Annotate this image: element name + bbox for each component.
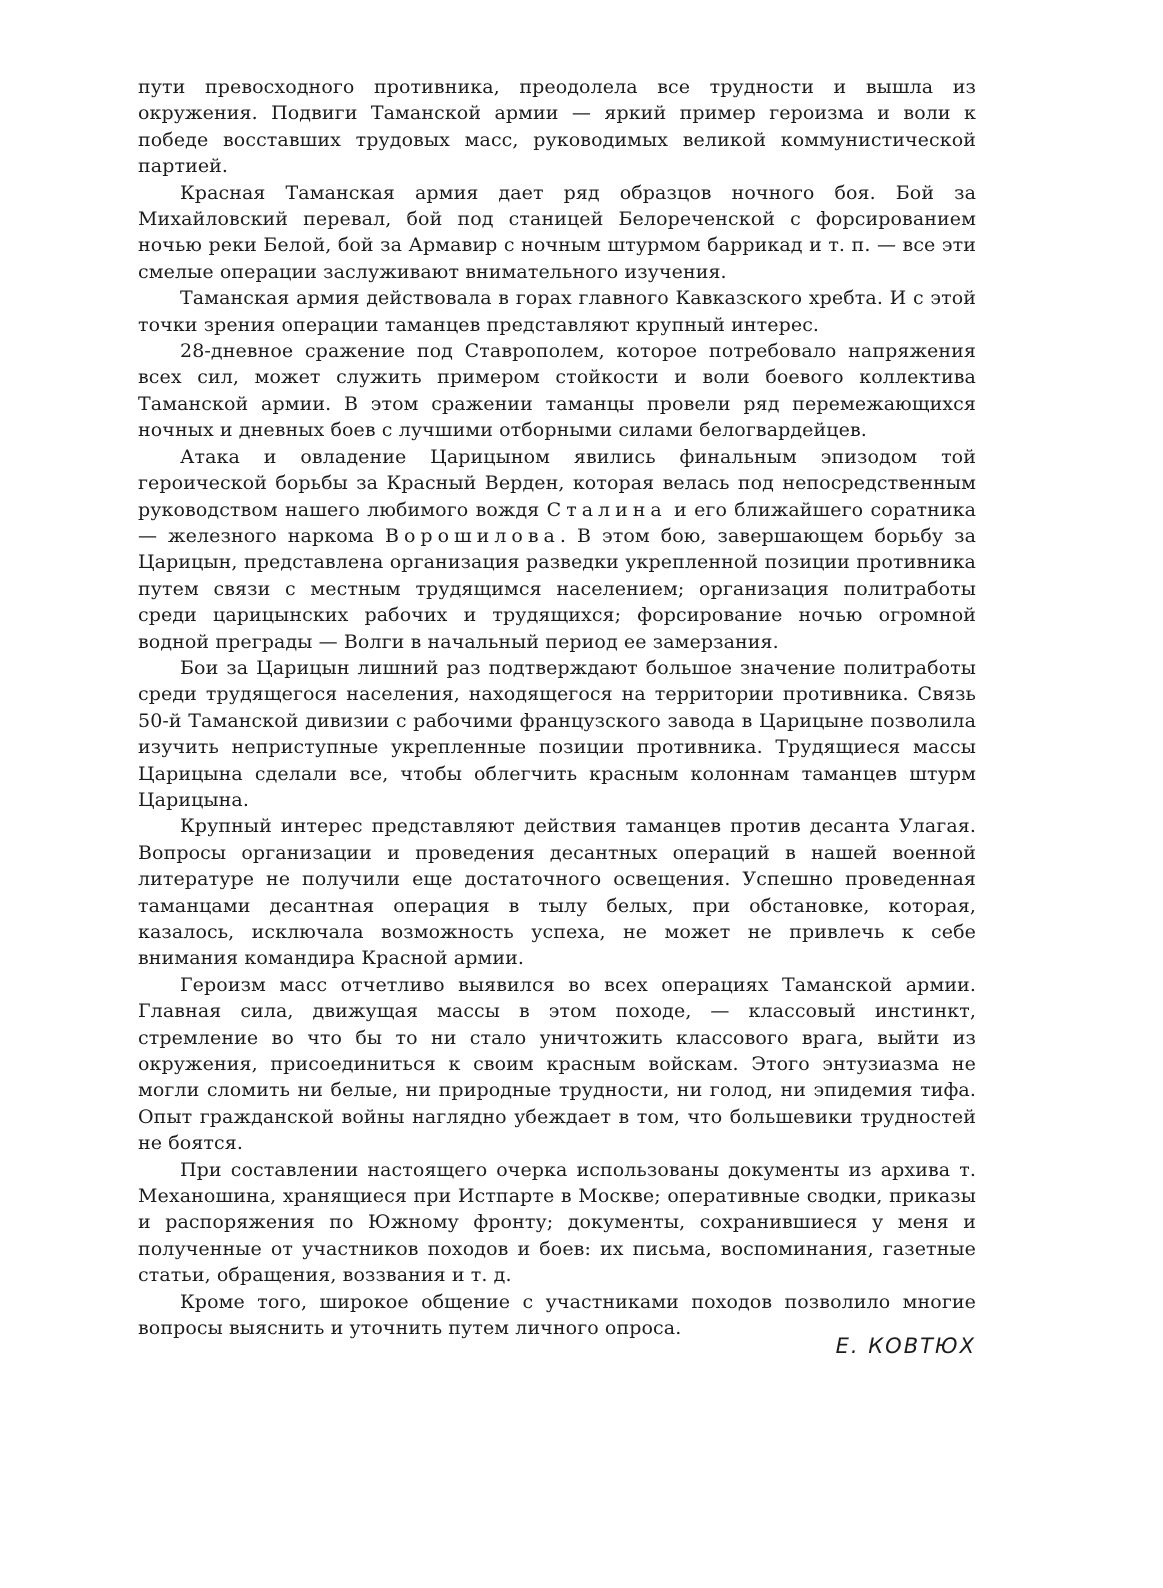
paragraph-3: Таманская армия действовала в горах главного Кавказского хребта. И с этой точки зрения операции таманцев представляют крупный интерес.	[138, 287, 976, 336]
paragraph-5-text-before: Атака и овладение Царицыном явились финальным эпизодом той героической борьбы за Красный Верден, которая велась под непосредственным руководством нашего любимого вождя	[138, 445, 976, 521]
name-voroshilov: Ворошилова	[385, 524, 560, 547]
paragraph-9: При составлении настоящего очерка использованы документы из архива т. Механошина, хранящиеся при Истпарте в Москве; оперативные сводки, приказы и распоряжения по Южному фронту; документы, сохранившиеся у меня и полученные от участников походов и боев: их письма, воспоминания, газетные статьи, обращения, воззвания и т. д.	[138, 1158, 976, 1287]
paragraph-7: Крупный интерес представляют действия таманцев против десанта Улагая. Вопросы организации и проведения десантных операций в нашей военной литературе не получили еще достаточного освещения. Успешно проведенная таманцами десантная операция в тылу белых, при обстановке, которая, казалось, исключала возможность успеха, не может не привлечь к себе внимания командира Красной армии.	[138, 815, 976, 970]
author-signature: Е. КОВТЮХ	[835, 1334, 976, 1358]
paragraph-1: пути превосходного противника, преодолела все трудности и вышла из окружения. Подвиги Таманской армии — яркий пример героизма и воли к победе восставших трудовых масс, руководимых великой коммунистической партией.	[138, 76, 976, 178]
paragraph-5-text-middle: и его ближайшего соратника — железного наркома	[138, 498, 976, 547]
body-text	[138, 74, 976, 1342]
name-stalin: Сталина	[546, 498, 667, 521]
paragraph-6: Бои за Царицын лишний раз подтверждают большое значение политработы среди трудящегося населения, находящегося на территории противника. Связь 50-й Таманской дивизии с рабочими французского завода в Царицыне позволила изучить неприступные укрепленные позиции противника. Трудящиеся массы Царицына сделали все, чтобы облегчить красным колоннам таманцев штурм Царицына.	[138, 656, 976, 811]
paragraph-8: Героизм масс отчетливо выявился во всех операциях Таманской армии. Главная сила, движущая массы в этом походе, — классовый инстинкт, стремление во что бы то ни стало уничтожить классового врага, выйти из окружения, присоединиться к своим красным войскам. Этого энтузиазма не могли сломить ни белые, ни природные трудности, ни голод, ни эпидемия тифа. Опыт гражданской войны наглядно убеждает в том, что большевики трудностей не боятся.	[138, 973, 976, 1155]
paragraph-2: Красная Таманская армия дает ряд образцов ночного боя. Бой за Михайловский перевал, бой под станицей Белореченской с форсированием ночью реки Белой, бой за Армавир с ночным штурмом баррикад и т. п. — все эти смелые операции заслуживают внимательного изучения.	[138, 181, 976, 283]
paragraph-5	[138, 444, 976, 655]
paragraph-5-text-after: . В этом бою, завершающем борьбу за Царицын, представлена организация разведки укрепленной позиции противника путем связи с местным трудящимся населением; организация политработы среди царицынских рабочих и трудящихся; форсирование ночью огромной водной преграды — Волги в начальный период ее замерзания.	[138, 524, 976, 653]
paragraph-4: 28-дневное сражение под Ставрополем, которое потребовало напряжения всех сил, может служить примером стойкости и воли боевого коллектива Таманской армии. В этом сражении таманцы провели ряд перемежающихся ночных и дневных боев с лучшими отборными силами белогвардейцев.	[138, 340, 976, 442]
paragraph-10: Кроме того, широкое общение с участниками походов позволило многие вопросы выяснить и уточнить путем личного опроса.	[138, 1290, 976, 1340]
